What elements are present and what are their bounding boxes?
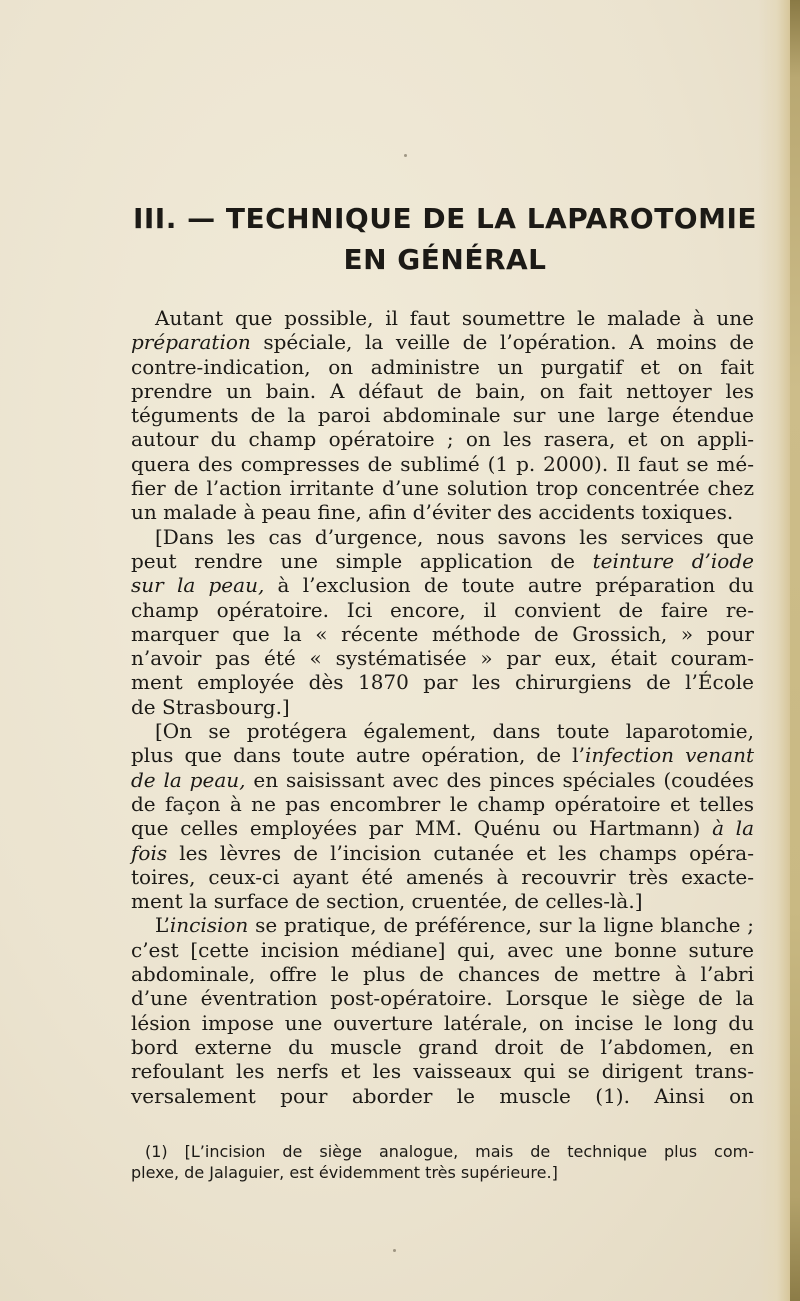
text-segment: spéciale, la veille de l’opération. A moins de: [250, 330, 754, 355]
paragraph: [131, 719, 754, 913]
text-line: [131, 986, 754, 1010]
text-segment: prendre un bain. A défaut de bain, on fait nettoyer les: [131, 378, 754, 403]
text-segment: que celles employées par MM. Quénu ou Hartmann): [131, 816, 713, 841]
text-line: [131, 962, 754, 986]
text-segment: bord externe du muscle grand droit de l’abdomen, en: [131, 1034, 754, 1059]
text-line: [131, 889, 754, 913]
text-line: [131, 598, 754, 622]
paragraph: [131, 306, 754, 525]
text-segment: L’: [155, 913, 170, 938]
text-line: [131, 500, 754, 524]
footnote: [131, 1141, 754, 1183]
text-segment: à l’exclusion de toute autre préparation du: [264, 573, 754, 598]
text-segment: lésion impose une ouverture latérale, on incise le long du: [131, 1010, 754, 1035]
text-line: [131, 403, 754, 427]
italic-text: incision: [169, 913, 249, 938]
body-text: [131, 306, 754, 1108]
text-line: [131, 573, 754, 597]
text-segment: quera des compresses de sublimé (1 p. 2000). Il faut se mé-: [131, 451, 754, 476]
italic-text: préparation: [131, 330, 251, 355]
text-segment: toires, ceux-ci ayant été amenés à recouvrir très exacte-: [131, 864, 754, 889]
text-line: [131, 549, 754, 573]
text-segment: versalement pour aborder le muscle (1). Ainsi on: [131, 1083, 754, 1108]
text-line: [131, 379, 754, 403]
text-segment: [Dans les cas d’urgence, nous savons les services que: [155, 524, 754, 549]
text-segment: en saisissant avec des pinces spéciales (coudées: [245, 767, 754, 792]
paper-speck: [404, 154, 407, 157]
text-segment: d’une éventration post-opératoire. Lorsque le siège de la: [131, 986, 754, 1011]
text-line: [131, 1059, 754, 1083]
text-line: [131, 695, 754, 719]
text-line: [131, 841, 754, 865]
text-segment: ment la surface de section, cruentée, de celles-là.]: [131, 889, 643, 914]
text-line: [131, 1035, 754, 1059]
text-line: [131, 355, 754, 379]
text-segment: [On se protégera également, dans toute laparotomie,: [155, 719, 754, 744]
text-segment: les lèvres de l’incision cutanée et les champs opéra-: [167, 840, 754, 865]
paper-speck: [393, 1249, 396, 1252]
text-line: [131, 670, 754, 694]
italic-text: teinture d’iode: [592, 548, 754, 573]
text-segment: un malade à peau fine, afin d’éviter des accidents toxiques.: [131, 500, 734, 525]
text-segment: plus que dans toute autre opération, de l’: [131, 743, 585, 768]
italic-text: fois: [131, 840, 168, 865]
text-segment: refoulant les nerfs et les vaisseaux qui se dirigent trans-: [131, 1059, 754, 1084]
text-segment: Autant que possible, il faut soumettre le malade à une: [155, 306, 754, 330]
page-edge-binding: [790, 0, 800, 1301]
text-segment: de Strasbourg.]: [131, 694, 290, 719]
text-line: [131, 913, 754, 937]
text-segment: n’avoir pas été « systématisée » par eux, était couram-: [131, 646, 754, 671]
text-line: [131, 768, 754, 792]
text-line: [131, 792, 754, 816]
text-segment: fier de l’action irritante d’une solution trop concentrée chez: [131, 476, 754, 501]
text-segment: autour du champ opératoire ; on les rasera, et on appli-: [131, 427, 754, 452]
italic-text: à la: [712, 816, 754, 841]
footnote-line-1: (1) [L’incision de siège analogue, mais de technique plus com-: [145, 1142, 754, 1161]
text-line: [131, 865, 754, 889]
text-line: [131, 938, 754, 962]
text-line: [131, 719, 754, 743]
text-segment: contre-indication, on administre un purgatif et on fait: [131, 354, 754, 379]
chapter-title-line-1: III. — TECHNIQUE DE LA LAPAROTOMIE: [132, 202, 758, 235]
text-line: [131, 646, 754, 670]
text-line: [131, 476, 754, 500]
text-line: [131, 816, 754, 840]
text-segment: champ opératoire. Ici encore, il convient de faire re-: [131, 597, 754, 622]
text-segment: marquer que la « récente méthode de Grossich, » pour: [131, 621, 754, 646]
text-line: [131, 452, 754, 476]
italic-text: infection venant: [584, 743, 754, 768]
text-line: [131, 306, 754, 330]
text-segment: abdominale, offre le plus de chances de mettre à l’abri: [131, 962, 754, 987]
italic-text: de la peau,: [131, 767, 246, 792]
text-line: [131, 743, 754, 767]
text-line: [131, 330, 754, 354]
chapter-title: [110, 198, 780, 280]
text-line: [131, 622, 754, 646]
text-segment: peut rendre une simple application de: [131, 548, 593, 573]
text-segment: ment employée dès 1870 par les chirurgiens de l’École: [131, 670, 754, 695]
text-segment: de façon à ne pas encombrer le champ opératoire et telles: [131, 791, 754, 816]
text-segment: se pratique, de préférence, sur la ligne blanche ;: [248, 913, 754, 938]
text-segment: téguments de la paroi abdominale sur une large étendue: [131, 403, 754, 428]
italic-text: sur la peau,: [131, 573, 265, 598]
text-segment: c’est [cette incision médiane] qui, avec une bonne suture: [131, 937, 754, 962]
footnote-line-2: plexe, de Jalaguier, est évidemment très supérieure.]: [131, 1163, 558, 1182]
text-line: [131, 427, 754, 451]
text-line: [131, 1084, 754, 1108]
paragraph: [131, 913, 754, 1107]
text-line: [131, 525, 754, 549]
chapter-title-line-2: EN GÉNÉRAL: [343, 243, 547, 276]
paragraph: [131, 525, 754, 719]
text-line: [131, 1011, 754, 1035]
